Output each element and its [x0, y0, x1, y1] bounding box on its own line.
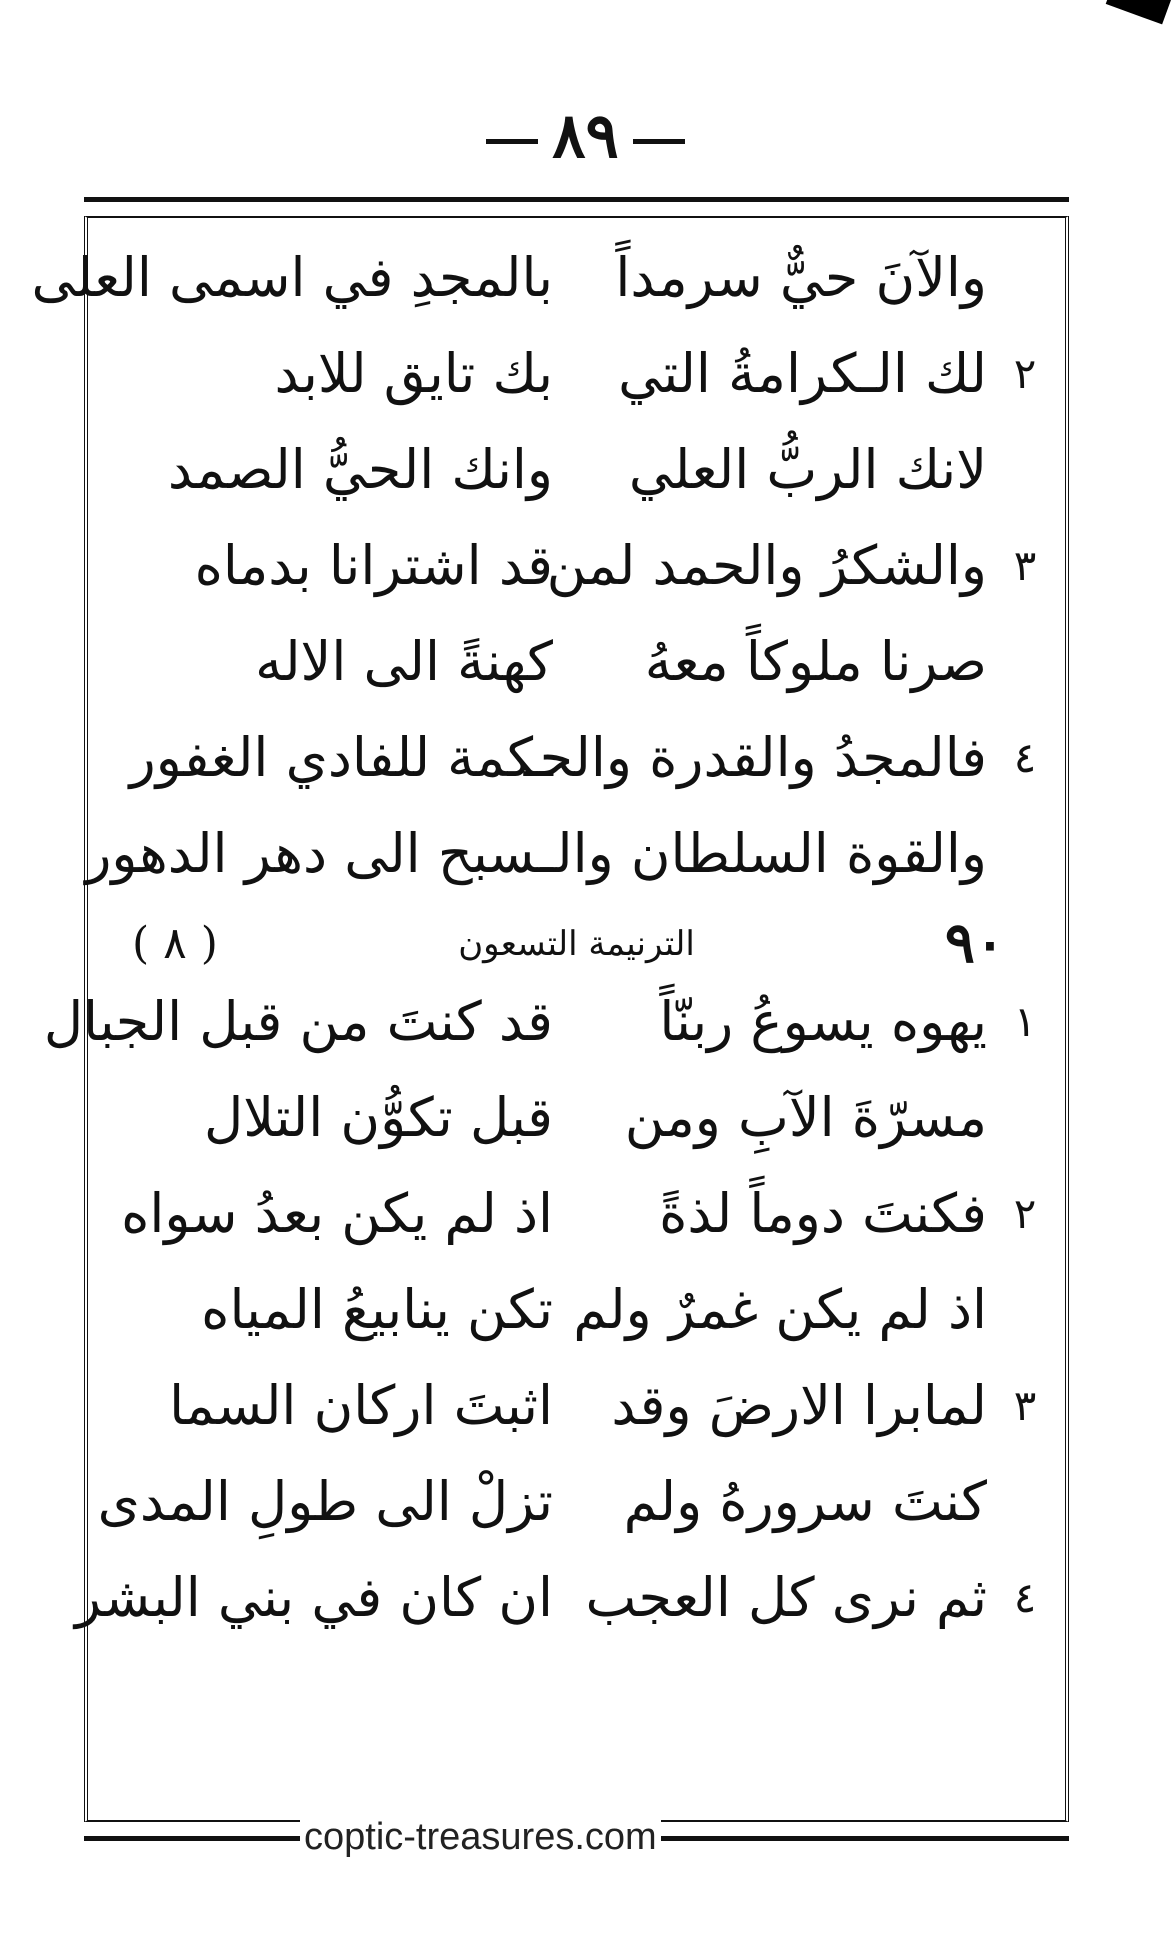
text-frame-inner	[31, 216, 1069, 1822]
second-hemistich: تكن ينابيعُ المياه	[201, 1278, 553, 1341]
first-hemistich: والآنَ حيٌّ سرمداً	[615, 246, 987, 309]
first-hemistich: والشكرُ والحمد لمن	[546, 534, 987, 597]
first-hemistich: كنتَ سرورهُ ولم	[623, 1470, 987, 1533]
verse-line	[74, 1540, 1065, 1656]
second-hemistich: بك تايق للابد	[274, 342, 553, 405]
second-hemistich: ـسبح الى دهر الدهور	[85, 822, 553, 885]
first-hemistich: فالمجدُ والقدرة والحـ	[523, 726, 987, 789]
first-hemistich: لانك الربُّ العلي	[628, 438, 987, 501]
verse-number: ٢	[1013, 349, 1037, 398]
scan-corner-mark	[1106, 0, 1171, 24]
second-hemistich: وانك الحيُّ الصمد	[167, 438, 553, 501]
first-hemistich: والقوة السلطان والـ	[540, 822, 987, 885]
verse-number: ١	[1013, 997, 1037, 1046]
second-hemistich: اذ لم يكن بعدُ سواه	[121, 1182, 553, 1245]
verse-number: ٣	[1013, 1381, 1037, 1430]
second-hemistich: قبل تكوُّن التلال	[204, 1086, 553, 1149]
verse-number: ٣	[1013, 541, 1037, 590]
first-hemistich: لمابرا الارضَ وقد	[611, 1374, 987, 1437]
watermark: coptic-treasures.com	[300, 1816, 661, 1859]
hymn-title: الترنيمة التسعون	[458, 924, 695, 964]
hymn-number: ٩٠	[944, 910, 1005, 976]
verse-number: ٤	[1013, 733, 1037, 782]
page-number-dash-left	[486, 139, 538, 144]
second-hemistich: ـكمة للفادي الغفور	[129, 726, 553, 789]
verse-line	[85, 796, 1065, 912]
second-hemistich: اثبتَ اركان السما	[169, 1374, 553, 1437]
second-hemistich: قد كنتَ من قبل الجبال	[43, 990, 553, 1053]
second-hemistich: قد اشترانا بدماه	[194, 534, 553, 597]
second-hemistich: كهنةً الى الاله	[255, 630, 553, 693]
first-hemistich: صرنا ملوكاً معهُ	[644, 630, 987, 693]
verse-number: ٢	[1013, 1189, 1037, 1238]
page-number	[0, 96, 1171, 176]
hymn-tune-number: ( ٨ )	[132, 918, 218, 969]
second-hemistich: ان كان في بني البشر	[74, 1566, 553, 1629]
first-hemistich: فكنتَ دوماً لذةً	[659, 1182, 987, 1245]
first-hemistich: لك الـكرامةُ التي	[618, 342, 987, 405]
first-hemistich: مسرّةَ الآبِ ومن	[624, 1086, 987, 1149]
first-hemistich: ثم نرى كل العجب	[585, 1566, 987, 1629]
second-hemistich: بالمجدِ في اسمى العلى	[31, 246, 553, 309]
first-hemistich: اذ لم يكن غمرٌ ولم	[573, 1278, 987, 1341]
page-number-text: ٨٩	[552, 99, 619, 172]
page-number-dash-right	[633, 139, 685, 144]
verse-number: ٤	[1013, 1573, 1037, 1622]
text-frame	[31, 197, 1069, 1841]
second-hemistich: تزلْ الى طولِ المدى	[97, 1470, 553, 1533]
first-hemistich: يهوه يسوعُ ربنّاً	[659, 990, 987, 1053]
